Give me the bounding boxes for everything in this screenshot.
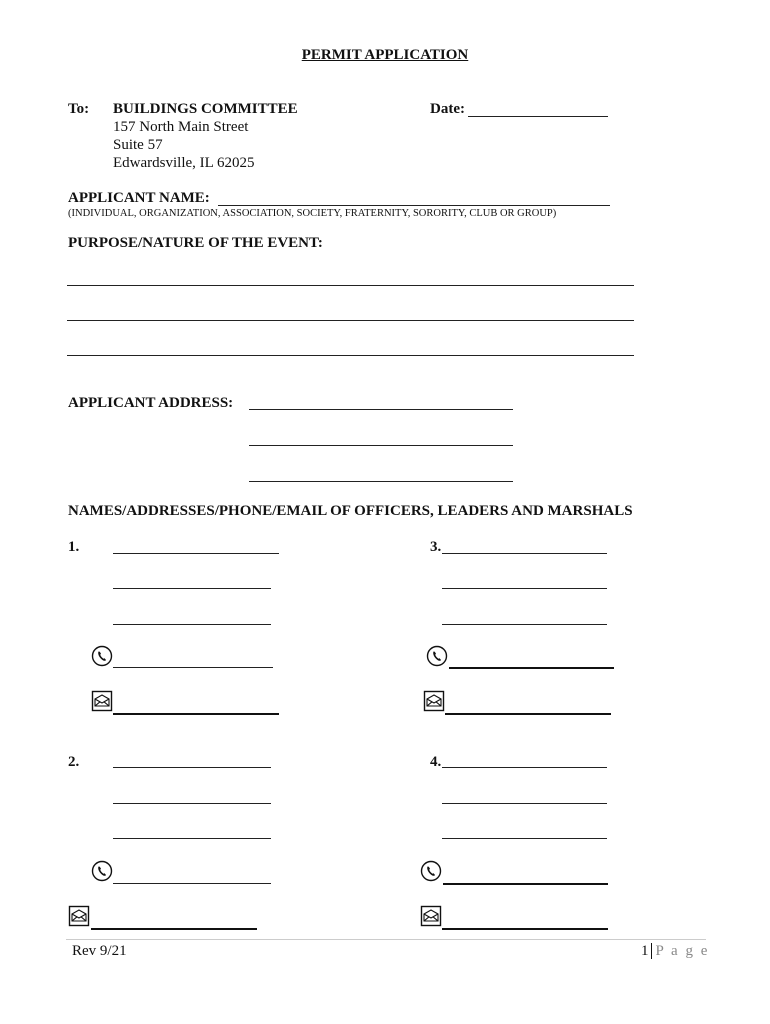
recipient-address-line-1: 157 North Main Street: [113, 119, 249, 135]
envelope-icon: [423, 690, 445, 712]
entry-1-phone-field[interactable]: [113, 667, 273, 668]
purpose-field-line-1[interactable]: [67, 285, 634, 286]
envelope-icon: [420, 905, 442, 927]
entry-3-name-field[interactable]: [442, 553, 607, 554]
revision-label: Rev 9/21: [72, 943, 127, 959]
entry-1-address-field-1[interactable]: [113, 588, 271, 589]
applicant-name-label: APPLICANT NAME:: [68, 190, 210, 206]
applicant-name-note: (INDIVIDUAL, ORGANIZATION, ASSOCIATION, SOCIETY, FRATERNITY, SORORITY, CLUB OR GROUP): [68, 208, 557, 219]
applicant-address-field-line-3[interactable]: [249, 481, 513, 482]
applicant-name-field[interactable]: [218, 205, 610, 206]
page-number: 1: [641, 943, 649, 959]
entry-3-number: 3.: [430, 539, 442, 555]
entry-4-email-field[interactable]: [442, 928, 608, 930]
page-separator: [651, 943, 652, 959]
date-field[interactable]: [468, 116, 608, 117]
recipient-address-line-3: Edwardsville, IL 62025: [113, 155, 255, 171]
entry-2-address-field-1[interactable]: [113, 803, 271, 804]
phone-icon: [426, 645, 448, 667]
purpose-field-line-3[interactable]: [67, 355, 634, 356]
entry-3-phone-field[interactable]: [449, 667, 614, 669]
applicant-address-label: APPLICANT ADDRESS:: [68, 395, 234, 411]
date-label: Date:: [430, 101, 465, 117]
page-word: P a g e: [655, 943, 710, 959]
entry-2-email-field[interactable]: [91, 928, 257, 930]
entry-4-address-field-1[interactable]: [442, 803, 607, 804]
entry-3-address-field-1[interactable]: [442, 588, 607, 589]
recipient-address-line-2: Suite 57: [113, 137, 163, 153]
page-indicator: [641, 943, 709, 960]
entry-2-phone-field[interactable]: [113, 883, 271, 884]
entry-2-number: 2.: [68, 754, 80, 770]
entry-4-name-field[interactable]: [442, 767, 607, 768]
phone-icon: [91, 645, 113, 667]
entry-2-address-field-2[interactable]: [113, 838, 271, 839]
entry-1-email-field[interactable]: [113, 713, 279, 715]
applicant-address-field-line-1[interactable]: [249, 409, 513, 410]
purpose-label: PURPOSE/NATURE OF THE EVENT:: [68, 235, 323, 251]
phone-icon: [420, 860, 442, 882]
officers-heading: NAMES/ADDRESSES/PHONE/EMAIL OF OFFICERS, LEADERS AND MARSHALS: [68, 503, 633, 519]
page-title: PERMIT APPLICATION: [301, 47, 469, 63]
entry-1-number: 1.: [68, 539, 80, 555]
envelope-icon: [68, 905, 90, 927]
entry-3-address-field-2[interactable]: [442, 624, 607, 625]
entry-1-address-field-2[interactable]: [113, 624, 271, 625]
entry-4-number: 4.: [430, 754, 442, 770]
entry-3-email-field[interactable]: [445, 713, 611, 715]
applicant-address-field-line-2[interactable]: [249, 445, 513, 446]
phone-icon: [91, 860, 113, 882]
entry-4-address-field-2[interactable]: [442, 838, 607, 839]
entry-1-name-field[interactable]: [113, 553, 279, 554]
footer-divider: [66, 939, 706, 940]
purpose-field-line-2[interactable]: [67, 320, 634, 321]
entry-4-phone-field[interactable]: [443, 883, 608, 885]
entry-2-name-field[interactable]: [113, 767, 271, 768]
recipient-name: BUILDINGS COMMITTEE: [113, 101, 298, 117]
to-label: To:: [68, 101, 90, 117]
envelope-icon: [91, 690, 113, 712]
